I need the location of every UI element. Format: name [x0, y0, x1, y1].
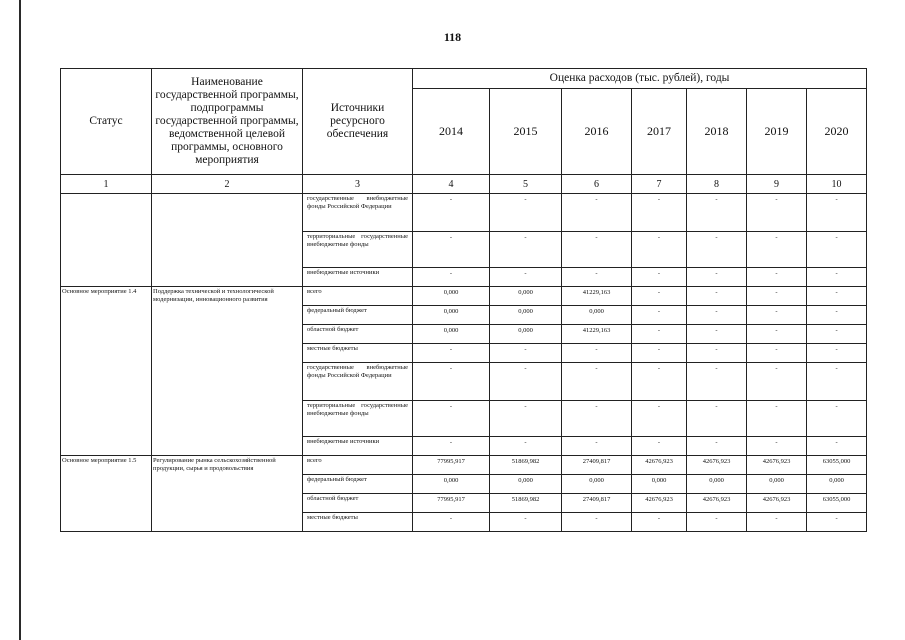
value-cell: -	[747, 401, 807, 437]
value-cell: 0,000	[632, 475, 687, 494]
year-header: 2018	[687, 89, 747, 175]
source-cell: государственные внебюджетные фонды Российской Федерации	[303, 194, 413, 232]
value-cell: -	[490, 344, 562, 363]
value-cell: -	[807, 437, 867, 456]
value-cell: 0,000	[562, 475, 632, 494]
value-cell: -	[747, 363, 807, 401]
value-cell: -	[632, 325, 687, 344]
column-number: 9	[747, 175, 807, 194]
table-row	[61, 287, 867, 306]
header-name: Наименование государственной программы, подпрограммы государственной программы, ведомственной целевой программы, основного мероприятия	[152, 69, 303, 175]
value-cell: -	[632, 268, 687, 287]
column-number: 4	[413, 175, 490, 194]
value-cell: -	[807, 363, 867, 401]
value-cell: -	[807, 232, 867, 268]
value-cell: -	[632, 513, 687, 532]
value-cell: -	[747, 268, 807, 287]
value-cell: -	[413, 344, 490, 363]
value-cell: -	[632, 232, 687, 268]
value-cell: -	[687, 287, 747, 306]
year-header: 2019	[747, 89, 807, 175]
source-cell: федеральный бюджет	[303, 475, 413, 494]
value-cell: -	[490, 437, 562, 456]
value-cell: -	[807, 344, 867, 363]
year-header: 2014	[413, 89, 490, 175]
value-cell: -	[490, 194, 562, 232]
column-number: 1	[61, 175, 152, 194]
table-row	[61, 194, 867, 232]
value-cell: -	[687, 325, 747, 344]
table-row	[61, 456, 867, 475]
column-number: 7	[632, 175, 687, 194]
value-cell: 42676,923	[747, 456, 807, 475]
value-cell: -	[632, 363, 687, 401]
value-cell: 0,000	[490, 475, 562, 494]
source-cell: всего	[303, 456, 413, 475]
column-number: 3	[303, 175, 413, 194]
value-cell: -	[687, 268, 747, 287]
value-cell: -	[747, 287, 807, 306]
source-cell: внебюджетные источники	[303, 437, 413, 456]
value-cell: -	[807, 513, 867, 532]
value-cell: -	[807, 194, 867, 232]
value-cell: 63055,000	[807, 494, 867, 513]
value-cell: 0,000	[490, 325, 562, 344]
value-cell: -	[490, 363, 562, 401]
expenditure-table	[60, 68, 867, 532]
value-cell: -	[747, 306, 807, 325]
value-cell: -	[687, 401, 747, 437]
value-cell: 63055,000	[807, 456, 867, 475]
value-cell: -	[413, 232, 490, 268]
value-cell: -	[747, 437, 807, 456]
value-cell: -	[747, 344, 807, 363]
activity-name-cell: Регулирование рынка сельскохозяйственной продукции, сырья и продовольствия	[152, 456, 303, 532]
value-cell: -	[807, 325, 867, 344]
value-cell: -	[632, 437, 687, 456]
header-sources: Источники ресурсного обеспечения	[303, 69, 413, 175]
value-cell: -	[747, 325, 807, 344]
column-number: 6	[562, 175, 632, 194]
value-cell: -	[562, 232, 632, 268]
value-cell: 51869,982	[490, 456, 562, 475]
value-cell: 0,000	[490, 306, 562, 325]
column-number: 2	[152, 175, 303, 194]
value-cell: 0,000	[562, 306, 632, 325]
value-cell: 0,000	[413, 306, 490, 325]
value-cell: 0,000	[413, 325, 490, 344]
value-cell: -	[632, 344, 687, 363]
value-cell: 41229,163	[562, 287, 632, 306]
value-cell: 0,000	[807, 475, 867, 494]
value-cell: -	[413, 513, 490, 532]
value-cell: -	[490, 232, 562, 268]
source-cell: государственные внебюджетные фонды Российской Федерации	[303, 363, 413, 401]
value-cell: 42676,923	[687, 456, 747, 475]
column-number: 8	[687, 175, 747, 194]
year-header: 2016	[562, 89, 632, 175]
value-cell: -	[562, 194, 632, 232]
value-cell: -	[490, 513, 562, 532]
value-cell: -	[562, 513, 632, 532]
source-cell: местные бюджеты	[303, 513, 413, 532]
source-cell: областной бюджет	[303, 494, 413, 513]
year-header: 2017	[632, 89, 687, 175]
value-cell: -	[490, 268, 562, 287]
value-cell: -	[687, 194, 747, 232]
value-cell: -	[413, 268, 490, 287]
value-cell: -	[562, 437, 632, 456]
source-cell: территориальные государственные внебюджетные фонды	[303, 232, 413, 268]
value-cell: -	[562, 268, 632, 287]
year-header: 2015	[490, 89, 562, 175]
value-cell: -	[687, 344, 747, 363]
value-cell: -	[687, 232, 747, 268]
value-cell: 42676,923	[747, 494, 807, 513]
value-cell: 42676,923	[687, 494, 747, 513]
header-status: Статус	[61, 69, 152, 175]
value-cell: 77995,917	[413, 494, 490, 513]
source-cell: местные бюджеты	[303, 344, 413, 363]
value-cell: -	[687, 437, 747, 456]
value-cell: -	[562, 401, 632, 437]
value-cell: 27409,817	[562, 494, 632, 513]
page-number: 118	[443, 30, 462, 44]
value-cell: 42676,923	[632, 494, 687, 513]
value-cell: -	[807, 268, 867, 287]
status-cell: Основное мероприятие 1.4	[61, 287, 152, 456]
activity-name-cell	[152, 194, 303, 287]
value-cell: 0,000	[747, 475, 807, 494]
value-cell: -	[807, 287, 867, 306]
value-cell: -	[632, 287, 687, 306]
value-cell: -	[632, 306, 687, 325]
header-estimate: Оценка расходов (тыс. рублей), годы	[413, 69, 867, 89]
source-cell: внебюджетные источники	[303, 268, 413, 287]
value-cell: 51869,982	[490, 494, 562, 513]
value-cell: 77995,917	[413, 456, 490, 475]
value-cell: -	[490, 401, 562, 437]
value-cell: 27409,817	[562, 456, 632, 475]
value-cell: -	[632, 194, 687, 232]
value-cell: -	[687, 513, 747, 532]
value-cell: 0,000	[413, 475, 490, 494]
value-cell: -	[807, 401, 867, 437]
source-cell: всего	[303, 287, 413, 306]
page-left-edge	[19, 0, 21, 640]
value-cell: -	[807, 306, 867, 325]
source-cell: областной бюджет	[303, 325, 413, 344]
value-cell: -	[413, 437, 490, 456]
value-cell: -	[632, 401, 687, 437]
source-cell: территориальные государственные внебюджетные фонды	[303, 401, 413, 437]
value-cell: -	[413, 401, 490, 437]
value-cell: 0,000	[687, 475, 747, 494]
activity-name-cell: Поддержка технической и технологической модернизации, инновационного развития	[152, 287, 303, 456]
value-cell: -	[687, 363, 747, 401]
value-cell: -	[687, 306, 747, 325]
value-cell: -	[562, 344, 632, 363]
value-cell: 42676,923	[632, 456, 687, 475]
status-cell	[61, 194, 152, 287]
value-cell: 0,000	[490, 287, 562, 306]
value-cell: 41229,163	[562, 325, 632, 344]
value-cell: -	[562, 363, 632, 401]
source-cell: федеральный бюджет	[303, 306, 413, 325]
value-cell: -	[413, 194, 490, 232]
year-header: 2020	[807, 89, 867, 175]
value-cell: 0,000	[413, 287, 490, 306]
value-cell: -	[747, 232, 807, 268]
value-cell: -	[747, 513, 807, 532]
column-number: 10	[807, 175, 867, 194]
value-cell: -	[747, 194, 807, 232]
value-cell: -	[413, 363, 490, 401]
column-number: 5	[490, 175, 562, 194]
status-cell: Основное мероприятие 1.5	[61, 456, 152, 532]
